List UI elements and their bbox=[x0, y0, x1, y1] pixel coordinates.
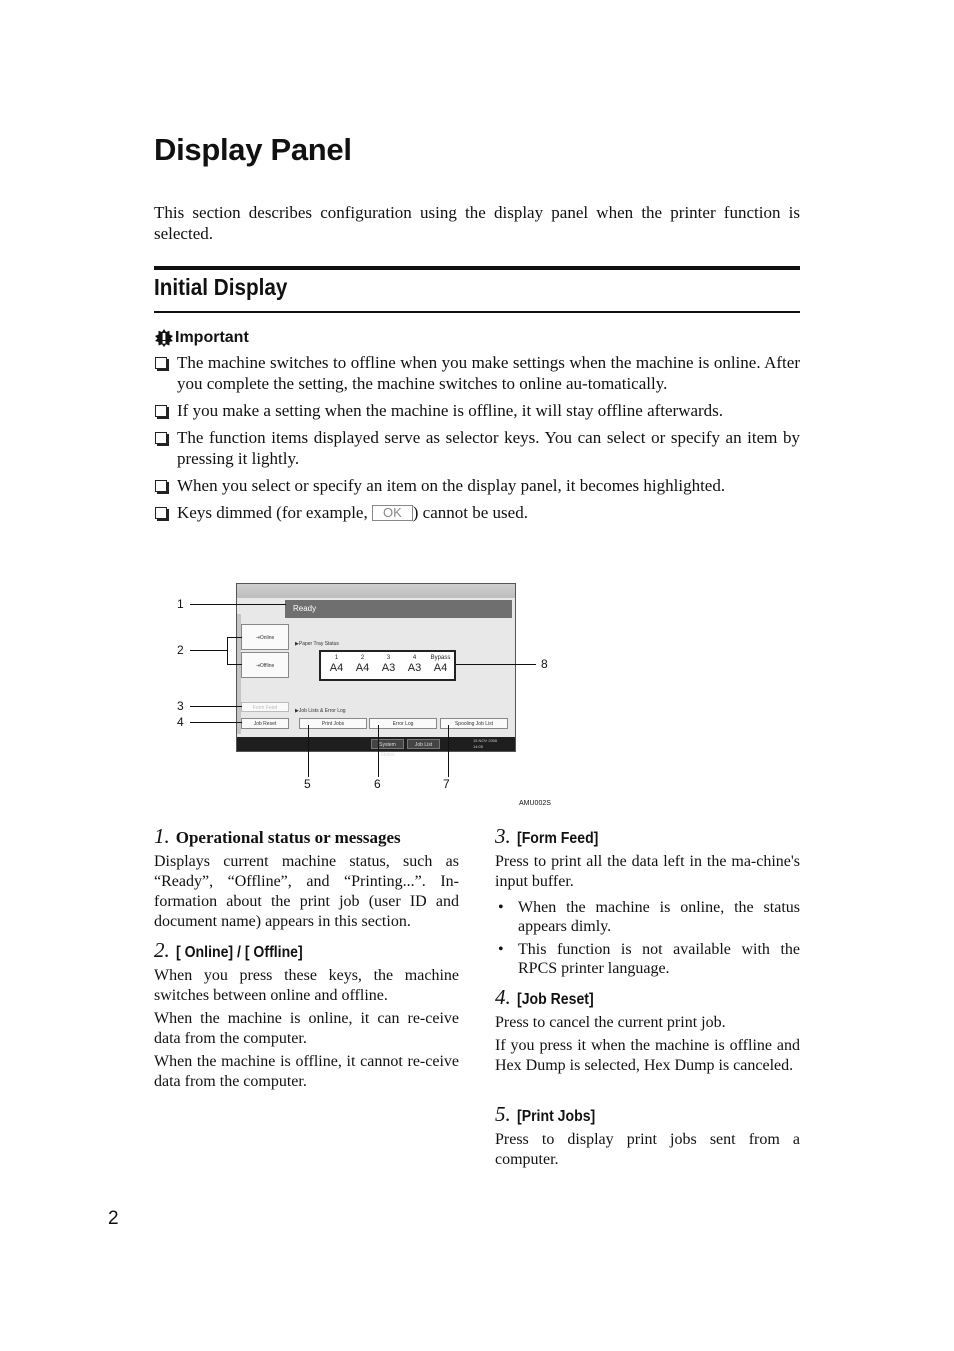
important-item: If you make a setting when the machine is offline, it will stay offline afterwards. bbox=[154, 400, 800, 421]
callout-7: 7 bbox=[443, 777, 450, 791]
item-4-text: Press to cancel the current print job. If you press it when the machine is offline and Hex Dump is selected, Hex Dump is canceled. bbox=[495, 1014, 800, 1074]
callout-line-2 bbox=[190, 650, 228, 651]
ok-key-example: OK bbox=[372, 505, 413, 521]
callout-line-6 bbox=[378, 725, 379, 777]
tray-bypass: Bypass A4 bbox=[430, 655, 451, 674]
item-4-heading: 4. [Job Reset] bbox=[495, 985, 594, 1009]
print-jobs-key[interactable]: Print Jobs bbox=[299, 718, 367, 729]
checkbox-icon bbox=[155, 357, 167, 369]
screen-time: 14:05 bbox=[473, 744, 484, 749]
important-label: Important bbox=[175, 329, 249, 346]
callout-2: 2 bbox=[177, 643, 184, 657]
screen-date: 15 NOV 2006 bbox=[473, 738, 498, 743]
figure-id: AMU002S bbox=[519, 800, 551, 807]
checkbox-icon bbox=[155, 480, 167, 492]
online-key[interactable]: ⇥Online bbox=[241, 624, 289, 650]
section-title: Initial Display bbox=[154, 274, 288, 300]
tray-3: 3 A3 bbox=[381, 655, 396, 674]
item-2-text: When you press these keys, the machine switches between online and offline. When the machine is online, it can re-ceive data from the computer. When the machine is offline, it cannot re-ceive data from the computer. bbox=[154, 967, 459, 1090]
display-panel-screen bbox=[236, 583, 516, 758]
paper-tray-status bbox=[319, 650, 456, 681]
job-reset-key[interactable]: Job Reset bbox=[241, 718, 289, 729]
system-status-key[interactable]: System Status bbox=[371, 739, 404, 749]
important-icon bbox=[154, 328, 174, 348]
section-rule-bottom bbox=[154, 311, 800, 313]
callout-line-7 bbox=[448, 725, 449, 777]
form-feed-key[interactable]: Form Feed bbox=[241, 702, 289, 712]
important-item: Keys dimmed (for example, OK ) cannot be used. bbox=[154, 502, 800, 523]
item-3-bullet: • This function is not available with the RPCS printer language. bbox=[495, 940, 800, 978]
job-lists-label: ▶Job Lists & Error Log bbox=[295, 708, 346, 714]
item-3-bullet: • When the machine is online, the status appears dimly. bbox=[495, 898, 800, 936]
important-item: The function items displayed serve as selector keys. You can select or specify an item by pressing it lightly. bbox=[154, 427, 800, 469]
tray-1: 1 A4 bbox=[329, 655, 344, 674]
callout-line-3 bbox=[190, 706, 242, 707]
offline-key[interactable]: ⇥Offline bbox=[241, 652, 289, 678]
checkbox-icon bbox=[155, 432, 167, 444]
spooling-job-list-key[interactable]: Spooling Job List bbox=[440, 718, 508, 729]
item-5-text: Press to display print jobs sent from a computer. bbox=[495, 1131, 800, 1168]
callout-line-1 bbox=[190, 604, 286, 605]
item-2-heading: 2. [ Online] / [ Offline] bbox=[154, 938, 303, 962]
section-rule-top bbox=[154, 266, 800, 270]
error-log-key[interactable]: Error Log bbox=[369, 718, 437, 729]
important-item: When you select or specify an item on the display panel, it becomes highlighted. bbox=[154, 475, 800, 496]
callout-4: 4 bbox=[177, 715, 184, 729]
callout-3: 3 bbox=[177, 699, 184, 713]
job-list-key[interactable]: Job List bbox=[407, 739, 440, 749]
checkbox-icon bbox=[155, 507, 167, 519]
item-3-heading: 3. [Form Feed] bbox=[495, 824, 599, 848]
callout-line-5 bbox=[308, 725, 309, 777]
callout-1: 1 bbox=[177, 597, 184, 611]
screen-bottom-bar bbox=[237, 737, 515, 758]
callout-bracket-2 bbox=[227, 637, 228, 665]
checkbox-icon bbox=[155, 405, 167, 417]
tray-2: 2 A4 bbox=[355, 655, 370, 674]
item-3-text: Press to print all the data left in the ma-chine's input buffer. • When the machine is online, the status appears dimly. • This function is not available with the RPCS printer language. bbox=[495, 852, 800, 978]
important-list bbox=[154, 352, 800, 529]
callout-bracket-2-bottom bbox=[227, 664, 242, 665]
item-5-heading: 5. [Print Jobs] bbox=[495, 1102, 595, 1126]
callout-line-4 bbox=[190, 722, 242, 723]
callout-5: 5 bbox=[304, 777, 311, 791]
callout-8: 8 bbox=[541, 657, 548, 671]
callout-line-8 bbox=[456, 664, 536, 665]
paper-tray-status-label: ▶Paper Tray Status bbox=[295, 641, 339, 647]
callout-6: 6 bbox=[374, 777, 381, 791]
intro-paragraph: This section describes configuration using the display panel when the printer function is selected. bbox=[154, 203, 800, 243]
page-title: Display Panel bbox=[154, 132, 352, 167]
item-1-text: Displays current machine status, such as “Ready”, “Offline”, and “Printing...”. In-formation about the print job (user ID and document name) appears in this section. bbox=[154, 853, 459, 930]
item-1-heading: 1. Operational status or messages bbox=[154, 824, 401, 848]
important-heading bbox=[154, 328, 249, 348]
status-message-bar: Ready bbox=[285, 600, 512, 618]
tray-4: 4 A3 bbox=[407, 655, 422, 674]
callout-bracket-2-top bbox=[227, 637, 242, 638]
page-number: 2 bbox=[108, 1208, 119, 1229]
important-item: The machine switches to offline when you make settings when the machine is online. After you complete the setting, the machine switches to online au-tomatically. bbox=[154, 352, 800, 394]
screen-top-bar bbox=[237, 584, 515, 598]
